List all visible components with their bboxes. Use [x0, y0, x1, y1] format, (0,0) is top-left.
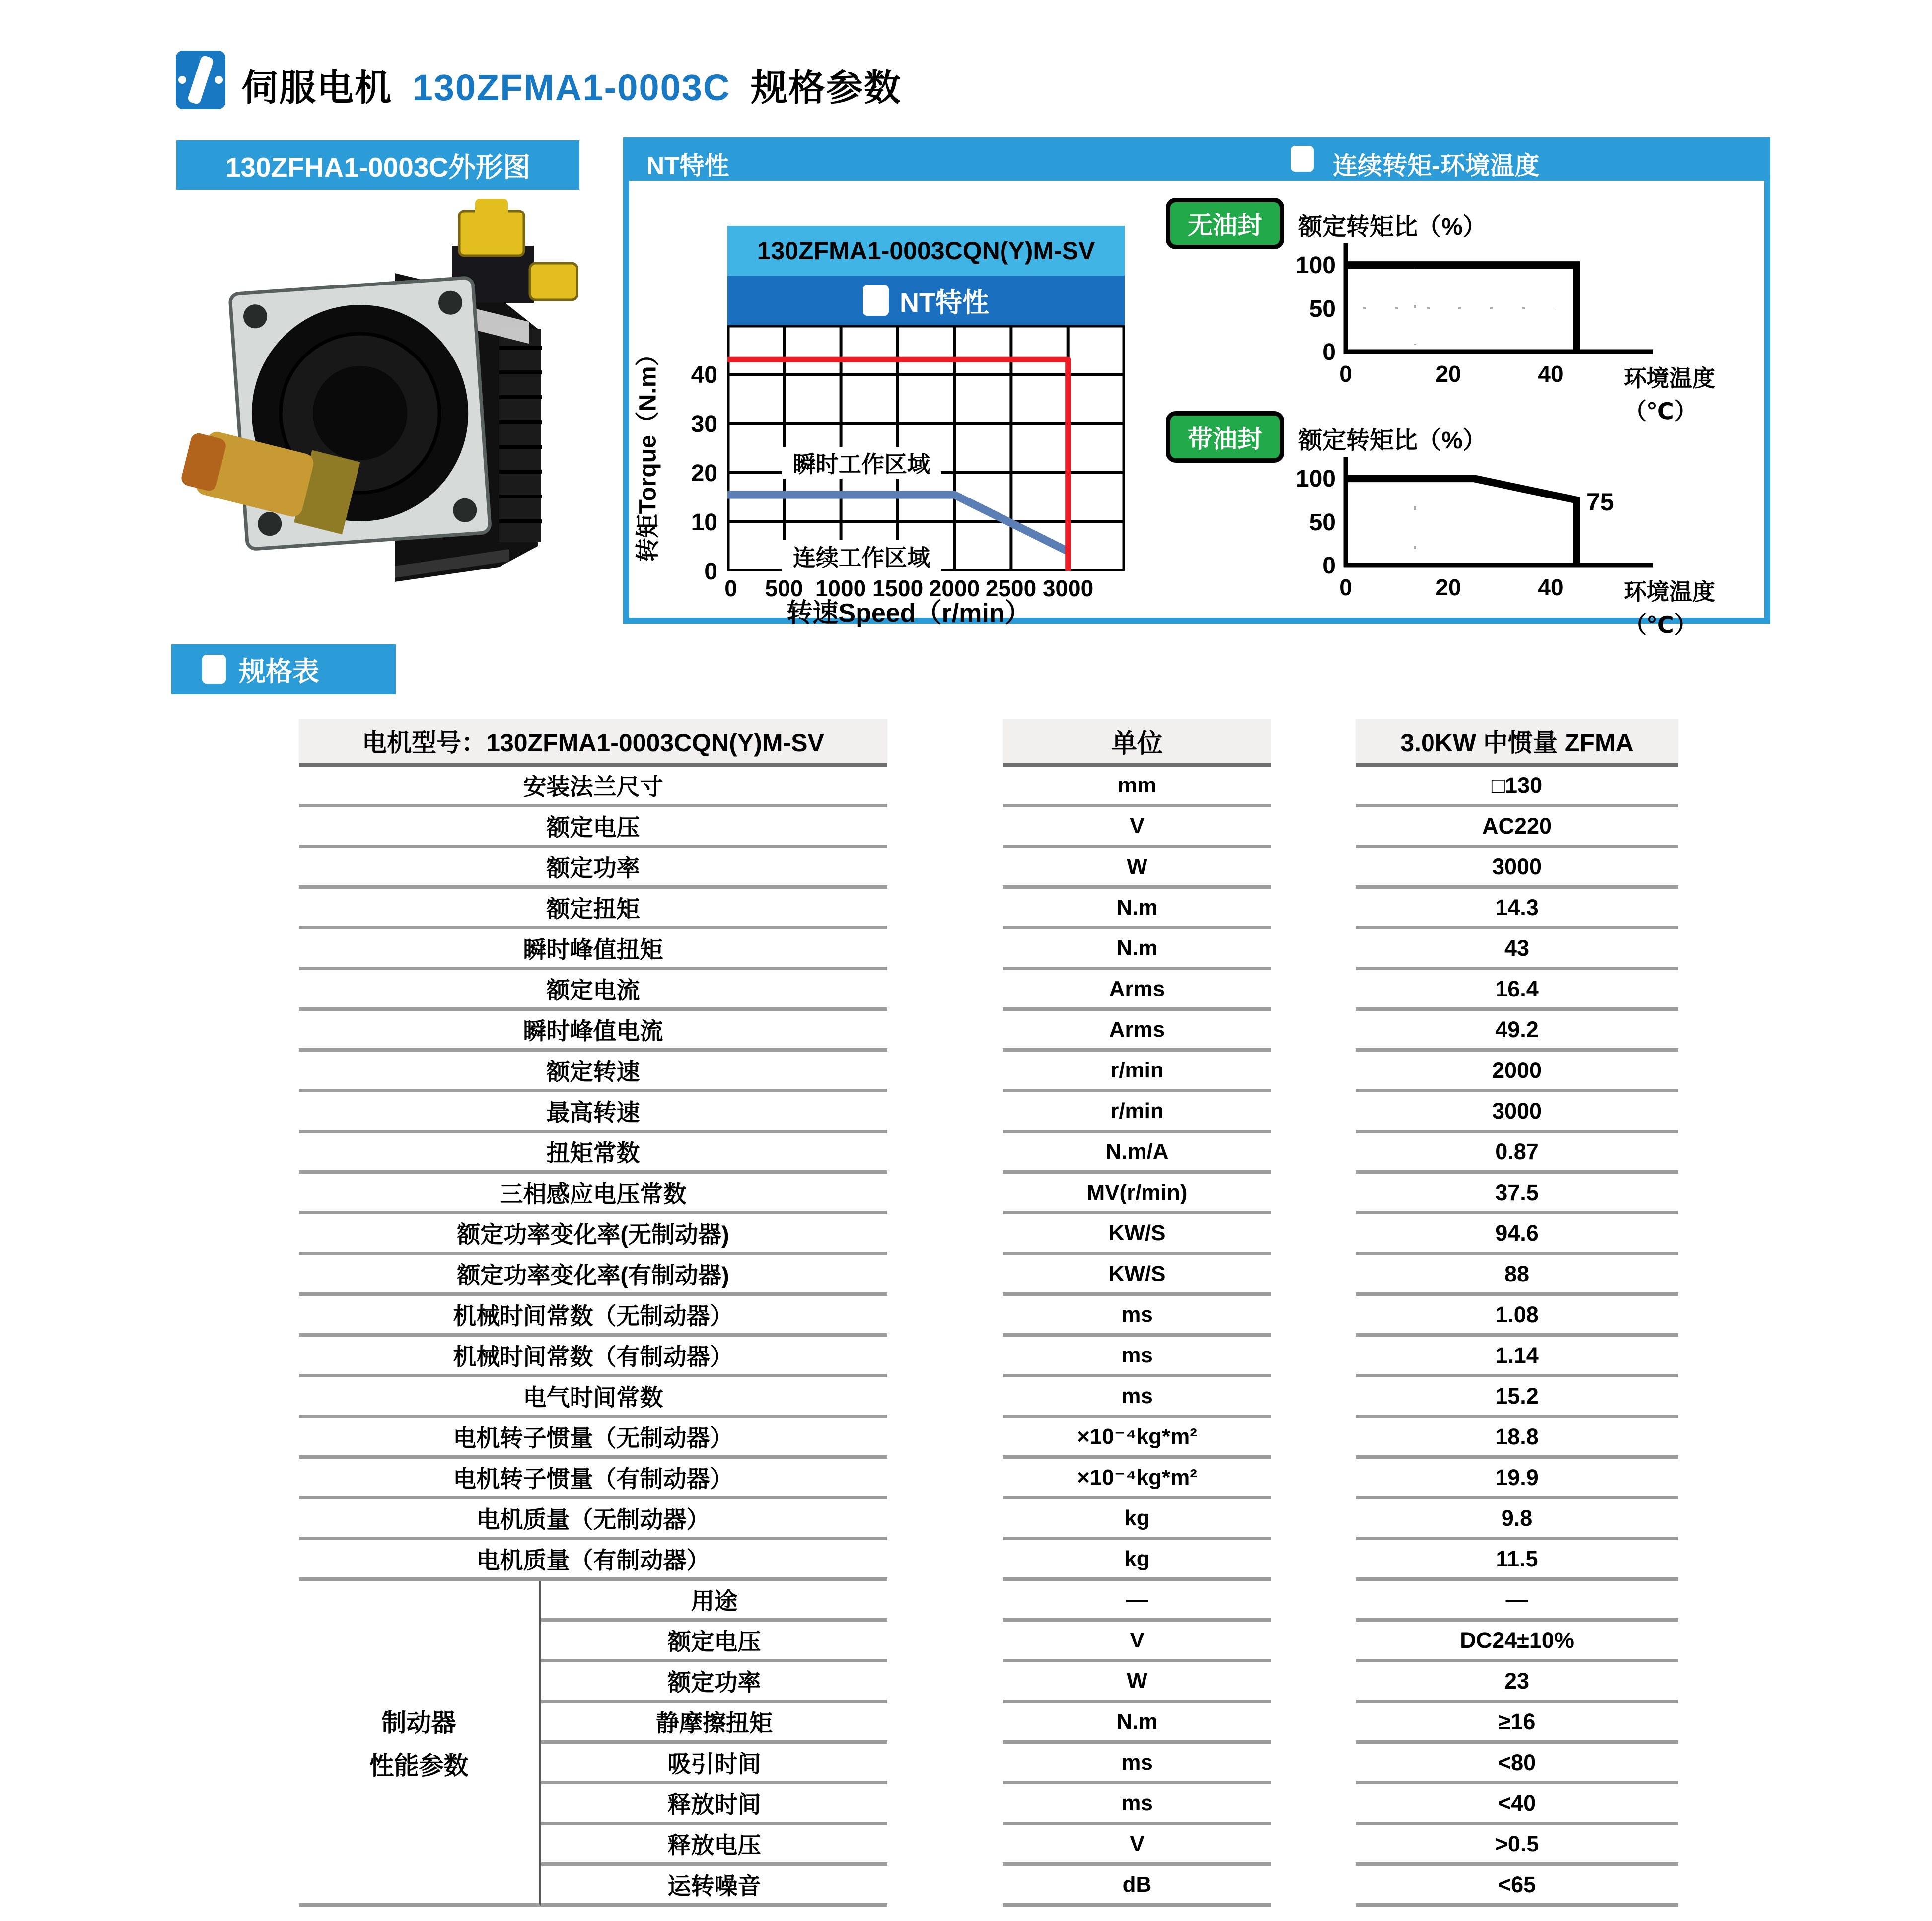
no-oil-seal-badge: 无油封	[1166, 198, 1284, 249]
spec-unit-cell: V	[1003, 1825, 1271, 1866]
page-title	[241, 59, 902, 111]
spec-unit-cell: ms	[1003, 1337, 1271, 1377]
brake-param-cell: 吸引时间	[541, 1744, 887, 1784]
spec-param-cell: 电机质量（有制动器）	[299, 1540, 887, 1581]
motor-connector-yellow	[459, 211, 524, 256]
spec-unit-cell: N.m	[1003, 1703, 1271, 1744]
derate-b-xtick-20: 20	[1435, 574, 1461, 600]
spec-unit-cell: KW/S	[1003, 1255, 1271, 1296]
characteristics-panel-header	[623, 137, 1770, 181]
brake-param-cell: 释放时间	[541, 1784, 887, 1825]
page-title-model: 130ZFMA1-0003C	[412, 67, 731, 108]
derate-b-xtick-40: 40	[1538, 574, 1564, 600]
spec-value-cell: <65	[1356, 1866, 1678, 1907]
nt-ytick-10: 10	[691, 509, 717, 536]
spec-unit-cell: dB	[1003, 1866, 1271, 1907]
nt-ytick-0: 0	[704, 559, 717, 585]
spec-value-cell: 0.87	[1356, 1133, 1678, 1174]
spec-value-cell: 19.9	[1356, 1459, 1678, 1499]
spec-unit-cell: ms	[1003, 1744, 1271, 1784]
spec-param-cell: 额定功率变化率(有制动器)	[299, 1255, 887, 1296]
derate-a-xtick-40: 40	[1538, 361, 1564, 387]
derate-b-curve	[1346, 479, 1576, 565]
spec-value-cell: 1.14	[1356, 1337, 1678, 1377]
page-title-suffix: 规格参数	[750, 67, 902, 108]
spec-value-cell: 2000	[1356, 1052, 1678, 1092]
spec-table-header-unit: 单位	[1003, 719, 1271, 767]
derate-b-ytick-0: 0	[1322, 553, 1336, 579]
spec-unit-cell: N.m	[1003, 929, 1271, 970]
spec-value-cell: 3000	[1356, 848, 1678, 889]
spec-value-cell: 94.6	[1356, 1214, 1678, 1255]
spec-unit-cell: ms	[1003, 1784, 1271, 1825]
brake-section	[299, 1581, 887, 1907]
spec-param-cell: 最高转速	[299, 1092, 887, 1133]
nt-xtick-500: 500	[765, 575, 803, 601]
derate-a-x-axis-title: 环境温度（℃）	[1624, 365, 1715, 424]
spec-unit-cell: r/min	[1003, 1052, 1271, 1092]
spec-unit-cell: W	[1003, 1662, 1271, 1703]
nt-x-axis-title: 转速Speed（r/min）	[787, 599, 1031, 628]
nt-chart-subtitle-band	[727, 276, 1125, 325]
brake-param-cell: 额定功率	[541, 1662, 887, 1703]
with-oil-seal-badge: 带油封	[1166, 411, 1284, 463]
spec-value-cell: 43	[1356, 929, 1678, 970]
spec-table-param-column	[299, 719, 887, 1907]
spec-table-header-param: 电机型号：130ZFMA1-0003CQN(Y)M-SV	[299, 719, 887, 767]
spec-unit-cell: KW/S	[1003, 1214, 1271, 1255]
spec-value-cell: 3000	[1356, 1092, 1678, 1133]
spec-value-cell: 14.3	[1356, 889, 1678, 929]
spec-param-cell: 额定功率	[299, 848, 887, 889]
brand-logo-icon	[175, 50, 226, 110]
spec-value-cell: AC220	[1356, 807, 1678, 848]
spec-param-cell: 额定转速	[299, 1052, 887, 1092]
spec-value-cell: 16.4	[1356, 970, 1678, 1011]
spec-param-cell: 额定电流	[299, 970, 887, 1011]
spec-unit-cell: r/min	[1003, 1092, 1271, 1133]
outline-drawing-header: 130ZFHA1-0003C外形图	[176, 140, 579, 190]
brake-group-label: 制动器 性能参数	[299, 1581, 541, 1907]
spec-tab-label: 规格表	[239, 656, 319, 687]
spec-value-cell: 1.08	[1356, 1296, 1678, 1337]
spec-param-cell: 扭矩常数	[299, 1133, 887, 1174]
spec-unit-cell: kg	[1003, 1499, 1271, 1540]
spec-value-cell: <80	[1356, 1744, 1678, 1784]
nt-y-axis-title: 转矩Torque（N.m）	[635, 342, 661, 562]
spec-value-cell: DC24±10%	[1356, 1622, 1678, 1662]
square-bullet-icon	[1291, 146, 1314, 172]
spec-param-cell: 瞬时峰值电流	[299, 1011, 887, 1052]
brake-sub-rows	[541, 1581, 887, 1907]
nt-chart-subtitle: NT特性	[900, 287, 989, 318]
nt-xtick-1500: 1500	[872, 575, 924, 601]
spec-param-cell: 额定功率变化率(无制动器)	[299, 1214, 887, 1255]
nt-ytick-20: 20	[691, 460, 717, 487]
spec-value-cell: 9.8	[1356, 1499, 1678, 1540]
spec-param-cell: 电气时间常数	[299, 1377, 887, 1418]
spec-unit-cell: Arms	[1003, 1011, 1271, 1052]
derate-a-title: 额定转矩比（%）	[1298, 214, 1487, 240]
spec-param-cell: 三相感应电压常数	[299, 1174, 887, 1214]
derate-b-ytick-50: 50	[1309, 509, 1336, 536]
spec-table-value-column	[1356, 719, 1678, 1907]
nt-xtick-0: 0	[724, 575, 737, 601]
derate-b-x-axis-title: 环境温度（℃）	[1624, 579, 1715, 638]
nt-xtick-3000: 3000	[1042, 575, 1094, 601]
spec-value-cell: <40	[1356, 1784, 1678, 1825]
nt-xtick-2000: 2000	[929, 575, 980, 601]
nt-xtick-1000: 1000	[815, 575, 866, 601]
derate-a-ytick-100: 100	[1295, 252, 1336, 279]
spec-value-cell: ≥16	[1356, 1703, 1678, 1744]
spec-unit-cell: ×10⁻⁴kg*m²	[1003, 1418, 1271, 1459]
brake-param-cell: 释放电压	[541, 1825, 887, 1866]
spec-unit-cell: N.m/A	[1003, 1133, 1271, 1174]
spec-param-cell: 电机质量（无制动器）	[299, 1499, 887, 1540]
spec-table-tab	[171, 644, 396, 694]
spec-value-cell: >0.5	[1356, 1825, 1678, 1866]
nt-xtick-2500: 2500	[985, 575, 1037, 601]
spec-table-header-value: 3.0KW 中惯量 ZFMA	[1356, 719, 1678, 767]
derate-b-ytick-100: 100	[1295, 466, 1336, 492]
spec-value-cell: 18.8	[1356, 1418, 1678, 1459]
spec-unit-cell: N.m	[1003, 889, 1271, 929]
square-bullet-icon	[202, 655, 226, 684]
page-title-prefix: 伺服电机	[241, 67, 392, 108]
spec-param-cell: 电机转子惯量（有制动器）	[299, 1459, 887, 1499]
derate-a-ytick-50: 50	[1309, 296, 1336, 322]
derate-a-ytick-0: 0	[1322, 339, 1336, 365]
spec-unit-cell: ms	[1003, 1377, 1271, 1418]
derate-b-xtick-0: 0	[1339, 574, 1352, 600]
motor-photo	[181, 199, 578, 618]
square-bullet-icon	[863, 285, 889, 316]
spec-param-cell: 机械时间常数（无制动器）	[299, 1296, 887, 1337]
derate-b-title: 额定转矩比（%）	[1298, 427, 1487, 454]
spec-value-cell: 49.2	[1356, 1011, 1678, 1052]
spec-table-unit-column	[1003, 719, 1271, 1907]
nt-ytick-30: 30	[691, 411, 717, 437]
spec-value-cell: 37.5	[1356, 1174, 1678, 1214]
brake-param-cell: 静摩擦扭矩	[541, 1703, 887, 1744]
nt-ytick-40: 40	[691, 362, 717, 388]
spec-value-cell: □130	[1356, 767, 1678, 807]
spec-unit-cell: —	[1003, 1581, 1271, 1622]
spec-unit-cell: ×10⁻⁴kg*m²	[1003, 1459, 1271, 1499]
spec-value-cell: 88	[1356, 1255, 1678, 1296]
derate-b-75-annotation: 75	[1586, 488, 1614, 516]
spec-unit-cell: V	[1003, 1622, 1271, 1662]
spec-unit-cell: W	[1003, 848, 1271, 889]
spec-param-cell: 额定电压	[299, 807, 887, 848]
nt-header-label: NT特性	[646, 152, 729, 180]
spec-value-cell: 15.2	[1356, 1377, 1678, 1418]
brake-param-cell: 运转噪音	[541, 1866, 887, 1907]
continuous-region-label: 连续工作区域	[782, 540, 941, 572]
spec-param-cell: 额定扭矩	[299, 889, 887, 929]
spec-param-cell: 机械时间常数（有制动器）	[299, 1337, 887, 1377]
brake-param-cell: 用途	[541, 1581, 887, 1622]
spec-value-cell: 23	[1356, 1662, 1678, 1703]
spec-unit-cell: MV(r/min)	[1003, 1174, 1271, 1214]
spec-unit-cell: V	[1003, 807, 1271, 848]
spec-unit-cell: ms	[1003, 1296, 1271, 1337]
derate-a-plot	[1341, 243, 1658, 357]
nt-chart-model-band: 130ZFMA1-0003CQN(Y)M-SV	[727, 226, 1125, 276]
spec-param-cell: 瞬时峰值扭矩	[299, 929, 887, 970]
instantaneous-region-label: 瞬时工作区域	[782, 447, 941, 479]
spec-unit-cell: Arms	[1003, 970, 1271, 1011]
torque-temp-header-label: 连续转矩-环境温度	[1333, 152, 1540, 180]
derate-a-xtick-0: 0	[1339, 361, 1352, 387]
brake-param-cell: 额定电压	[541, 1622, 887, 1662]
spec-param-cell: 安装法兰尺寸	[299, 767, 887, 807]
spec-value-cell: —	[1356, 1581, 1678, 1622]
derate-a-xtick-20: 20	[1435, 361, 1461, 387]
spec-unit-cell: kg	[1003, 1540, 1271, 1581]
spec-value-cell: 11.5	[1356, 1540, 1678, 1581]
spec-unit-cell: mm	[1003, 767, 1271, 807]
spec-param-cell: 电机转子惯量（无制动器）	[299, 1418, 887, 1459]
